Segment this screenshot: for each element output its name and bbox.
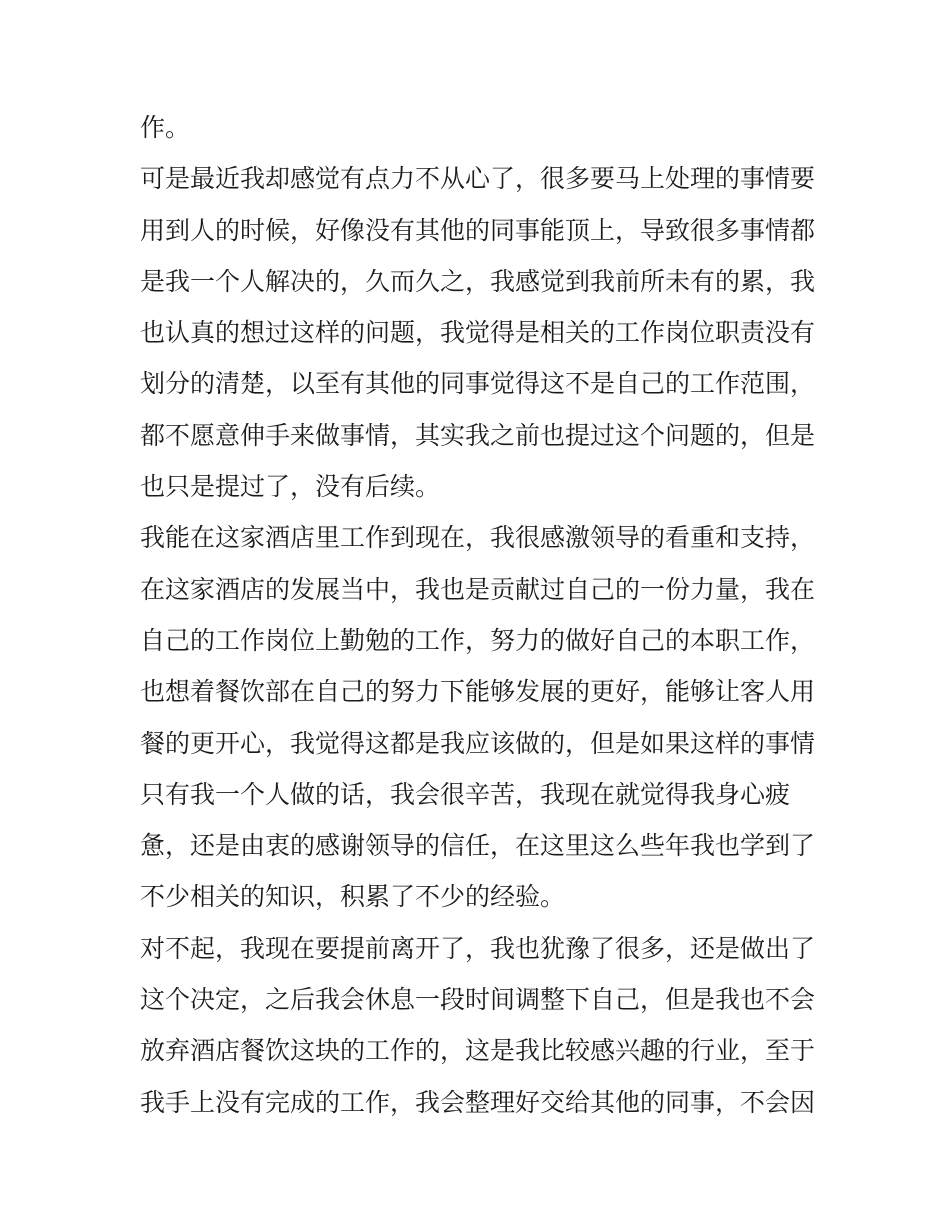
text-line: 作。 — [140, 113, 191, 142]
text-line: 在这家酒店的发展当中，我也是贡献过自己的一份力量，我在 — [140, 574, 816, 604]
text-line: 是我一个人解决的，久而久之，我感觉到我前所未有的累，我 — [140, 266, 816, 296]
text-line: 都不愿意伸手来做事情，其实我之前也提过这个问题的，但是 — [140, 420, 816, 450]
text-line: 这个决定，之后我会休息一段时间调整下自己，但是我也不会 — [140, 985, 816, 1015]
text-line: 也想着餐饮部在自己的努力下能够发展的更好，能够让客人用 — [140, 677, 816, 707]
text-line: 也认真的想过这样的问题，我觉得是相关的工作岗位职责没有 — [140, 318, 816, 348]
text-line: 不少相关的知识，积累了不少的经验。 — [140, 882, 566, 912]
text-line: 可是最近我却感觉有点力不从心了，很多要马上处理的事情要 — [140, 164, 816, 194]
text-line: 对不起，我现在要提前离开了，我也犹豫了很多，还是做出了 — [140, 933, 816, 963]
text-line: 惫，还是由衷的感谢领导的信任，在这里这么些年我也学到了 — [140, 831, 816, 861]
text-line: 划分的清楚，以至有其他的同事觉得这不是自己的工作范围， — [140, 369, 816, 399]
text-line: 自己的工作岗位上勤勉的工作，努力的做好自己的本职工作， — [140, 625, 816, 655]
text-line: 只有我一个人做的话，我会很辛苦，我现在就觉得我身心疲 — [140, 779, 791, 809]
text-line: 我能在这家酒店里工作到现在，我很感激领导的看重和支持， — [140, 523, 816, 553]
text-line: 用到人的时候，好像没有其他的同事能顶上，导致很多事情都 — [140, 215, 816, 245]
text-line: 放弃酒店餐饮这块的工作的，这是我比较感兴趣的行业，至于 — [140, 1036, 816, 1066]
text-line: 也只是提过了，没有后续。 — [140, 472, 441, 502]
text-line: 餐的更开心，我觉得这都是我应该做的，但是如果这样的事情 — [140, 728, 816, 758]
document-body-text — [140, 102, 820, 1128]
text-line: 我手上没有完成的工作，我会整理好交给其他的同事，不会因 — [140, 1087, 816, 1117]
